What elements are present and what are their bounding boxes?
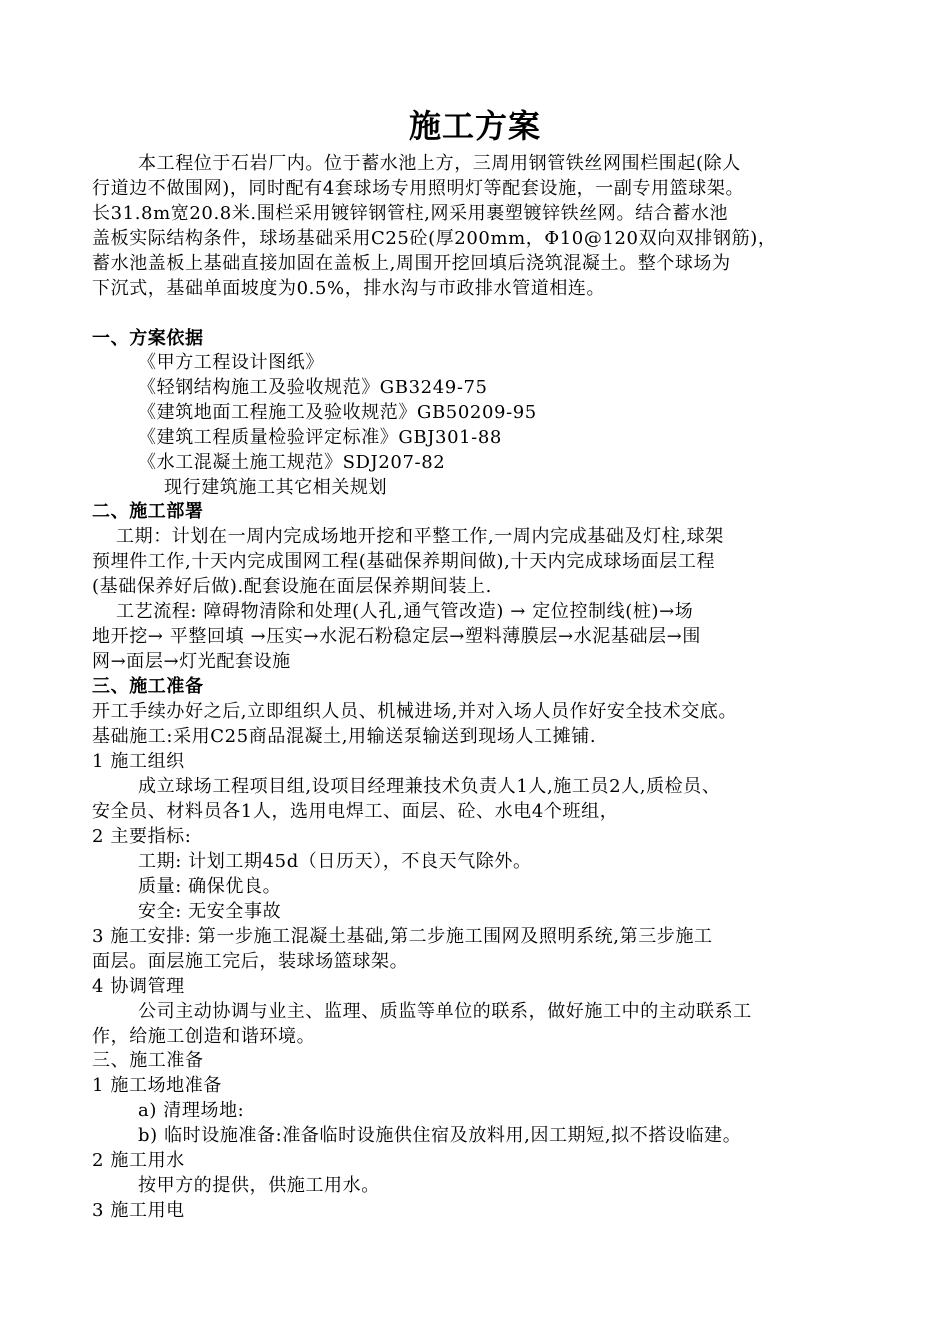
body-line: a) 清理场地: xyxy=(138,1100,245,1121)
reference-item: 《甲方工程设计图纸》 xyxy=(138,352,324,373)
body-line: 安全: 无安全事故 xyxy=(138,901,282,922)
body-line: 1 施工场地准备 xyxy=(92,1075,222,1096)
body-line: 1 施工组织 xyxy=(92,751,185,772)
body-line: 3 施工安排: 第一步施工混凝土基础,第二步施工围网及照明系统,第三步施工 xyxy=(92,926,713,947)
intro-line: 长31.8m宽20.8米.围栏采用镀锌钢管柱,网采用裹塑镀锌铁丝网。结合蓄水池 xyxy=(92,203,729,224)
reference-item: 《建筑工程质量检验评定标准》GBJ301-88 xyxy=(138,427,502,448)
reference-item: 《轻钢结构施工及验收规范》GB3249-75 xyxy=(138,377,488,398)
body-line: 按甲方的提供，供施工用水。 xyxy=(138,1175,380,1196)
intro-line: 下沉式，基础单面坡度为0.5%，排水沟与市政排水管道相连。 xyxy=(92,278,606,299)
intro-line: 蓄水池盖板上基础直接加固在盖板上,周围开挖回填后浇筑混凝土。整个球场为 xyxy=(92,253,731,274)
body-line: 工艺流程: 障碍物清除和处理(人孔,通气管改造) → 定位控制线(桩)→场 xyxy=(116,601,694,622)
reference-item: 《建筑地面工程施工及验收规范》GB50209-95 xyxy=(138,402,537,423)
body-line: 质量: 确保优良。 xyxy=(138,876,282,897)
body-line: 工期: 计划工期45d（日历天），不良天气除外。 xyxy=(138,851,532,872)
section-heading: 一、方案依据 xyxy=(92,328,204,349)
section-heading: 二、施工部署 xyxy=(92,501,204,522)
body-line: 2 主要指标: xyxy=(92,826,192,847)
body-line: 2 施工用水 xyxy=(92,1150,185,1171)
body-line: 预埋件工作,十天内完成围网工程(基础保养期间做),十天内完成球场面层工程 xyxy=(92,551,716,572)
body-line: b) 临时设施准备:准备临时设施供住宿及放料用,因工期短,拟不搭设临建。 xyxy=(138,1125,742,1146)
body-line: 安全员、材料员各1人，选用电焊工、面层、砼、水电4个班组， xyxy=(92,801,619,822)
body-line: 开工手续办好之后,立即组织人员、机械进场,并对入场人员作好安全技术交底。 xyxy=(92,701,738,722)
document-title: 施工方案 xyxy=(408,107,541,145)
body-line: 公司主动协调与业主、监理、质监等单位的联系，做好施工中的主动联系工 xyxy=(138,1001,752,1022)
section-heading: 三、施工准备 xyxy=(92,1050,204,1071)
body-line: 网→面层→灯光配套设施 xyxy=(92,651,291,672)
body-line: 地开挖→ 平整回填 →压实→水泥石粉稳定层→塑料薄膜层→水泥基础层→围 xyxy=(92,626,701,647)
reference-item: 现行建筑施工其它相关规划 xyxy=(164,477,388,498)
body-line: 面层。面层施工完后，装球场篮球架。 xyxy=(92,951,409,972)
section-heading: 三、施工准备 xyxy=(92,676,204,697)
body-line: 成立球场工程项目组,设项目经理兼技术负责人1人,施工员2人,质检员、 xyxy=(138,776,721,797)
body-line: 作，给施工创造和谐环境。 xyxy=(92,1026,316,1047)
body-line: 基础施工:采用C25商品混凝土,用输送泵输送到现场人工摊铺. xyxy=(92,726,597,747)
reference-item: 《水工混凝土施工规范》SDJ207-82 xyxy=(138,452,446,473)
body-line: 3 施工用电 xyxy=(92,1200,185,1221)
intro-line: 盖板实际结构条件，球场基础采用C25砼(厚200mm，Φ10@120双向双排钢筋)， xyxy=(92,228,777,249)
body-line: 4 协调管理 xyxy=(92,976,185,997)
body-line: (基础保养好后做).配套设施在面层保养期间装上. xyxy=(92,576,492,597)
intro-line: 本工程位于石岩厂内。位于蓄水池上方，三周用钢管铁丝网围栏围起(除人 xyxy=(138,153,741,174)
body-line: 工期：计划在一周内完成场地开挖和平整工作,一周内完成基础及灯柱,球架 xyxy=(116,526,724,547)
intro-line: 行道边不做围网)，同时配有4套球场专用照明灯等配套设施，一副专用篮球架。 xyxy=(92,178,745,199)
